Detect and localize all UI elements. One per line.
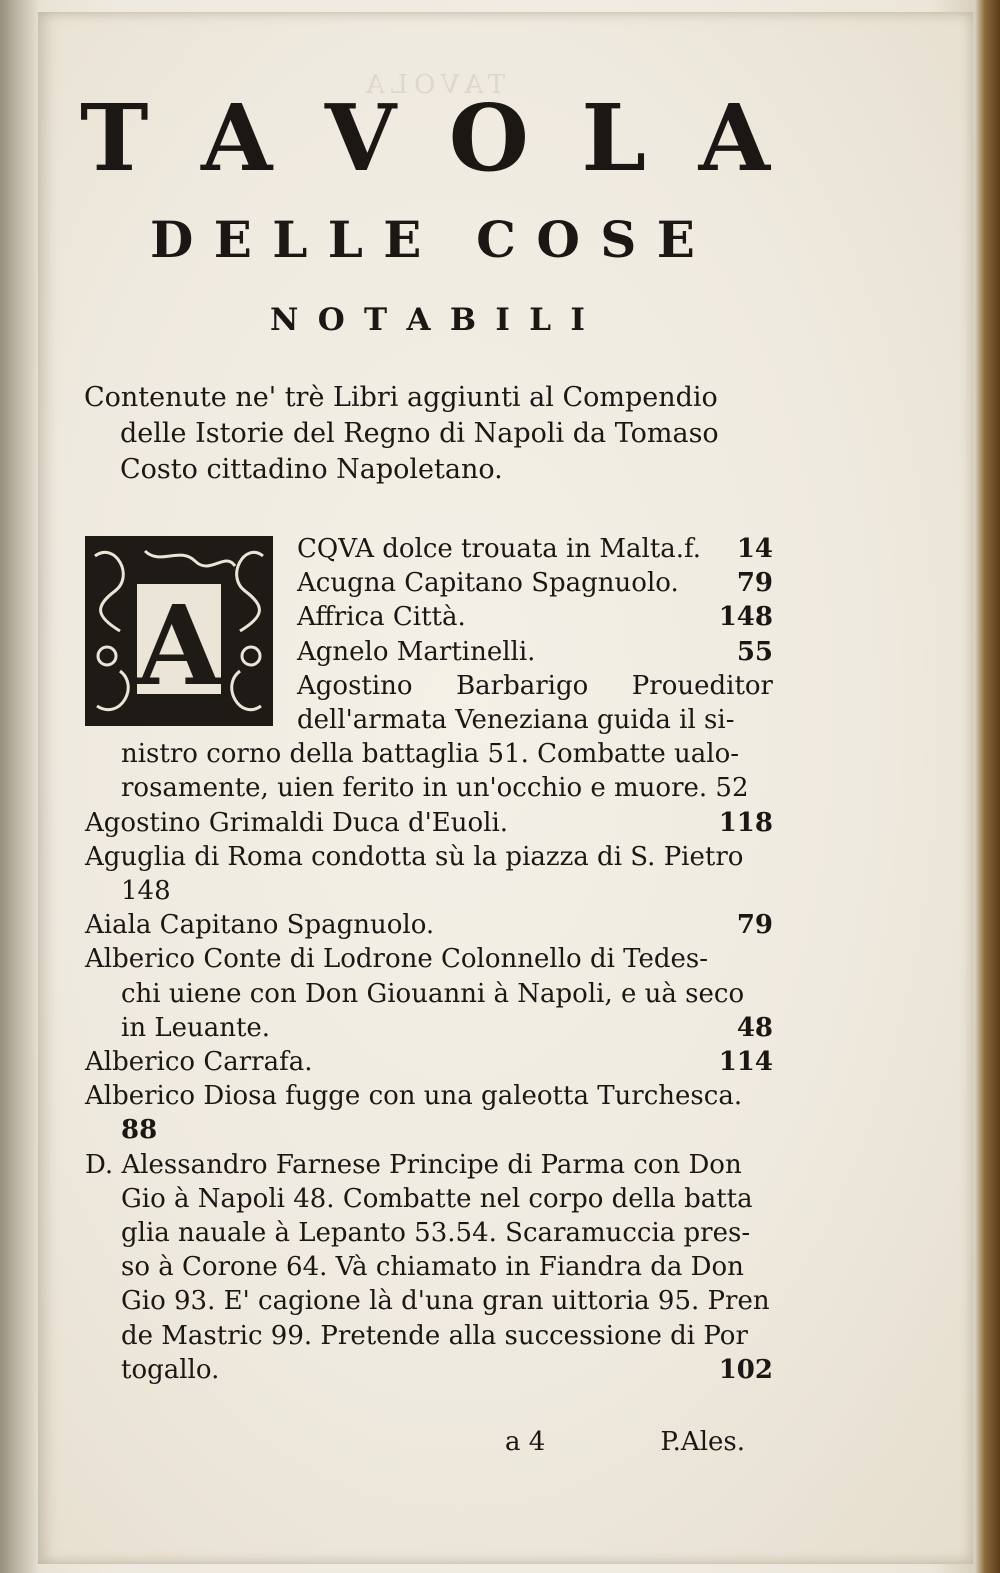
subtitle-line: delle Istorie del Regno di Napoli da Tomaso (120, 418, 719, 449)
entry-page: 79 (736, 910, 773, 941)
entry-continuation (85, 1113, 773, 1147)
index-entry (85, 600, 773, 634)
entry-text: Alberico Conte di Lodrone Colonnello di Tedes- (85, 944, 709, 975)
entry-text: Gio à Napoli 48. Combatte nel corpo della batta (121, 1183, 753, 1214)
entry-continuation: dell'armata Veneziana guida il si- (297, 705, 735, 736)
index-entry (85, 532, 773, 566)
index-entry (85, 942, 773, 976)
index-entries: CQVA dolce trouata in Malta.f. 14 Acugna Capitano Spagnuolo. 79 Affrica Città. 148 Agnelo Martinelli. 55 Agostino Barbarigo Proueditor dell'armata Veneziana guida il si- nistro corno della battaglia 51. Combatte ualo- rosamente, uien ferito in un'occhio e muore. 52 Agostino Grimaldi Duca d'Euoli. 118 Aguglia di Roma condotta sù la piazza di S. Pietro 148 Aiala Capitano Spagnuolo. 79 Alberico Conte di Lodrone Colonnello di Tedes- chi uiene con Don Giouanni à Napoli, e uà seco in Leuante. 48 Alberico Carrafa. 114 Alberico Diosa fugge con una galeotta Turchesca. 88 D. Alessandro Farnese Principe di Parma con Don Gio à Napoli 48. Combatte nel corpo della batta glia nauale à Lepanto 53.54. Scaramuccia pres- so à Corone 64. Và chiamato in Fiandra da Don Gio 93. E' cagione là d'una gran uittoria 95. Pren de Mastric 99. Pretende alla successione di Por 102 togallo. (85, 532, 773, 1387)
entry-text: 88 (121, 1115, 158, 1146)
catchword: P.Ales. (660, 1427, 745, 1457)
gutter-shadow (0, 0, 40, 1573)
entry-text: Gio 93. E' cagione là d'una gran uittoria 95. Pren (121, 1286, 770, 1317)
bleed-through-text: TAVOLA (360, 70, 506, 100)
signature-mark: a 4 (505, 1427, 546, 1457)
entry-page: 55 (736, 636, 773, 667)
entry-text: D. Alessandro Farnese Principe di Parma con Don (85, 1149, 742, 1180)
index-entry (85, 1079, 773, 1113)
index-entry (85, 635, 773, 669)
entry-text: Agnelo Martinelli. (297, 636, 536, 667)
entry-text: Aguglia di Roma condotta sù la piazza di S. Pietro (85, 841, 744, 872)
entry-continuation (85, 1011, 773, 1045)
entry-text: glia nauale à Lepanto 53.54. Scaramuccia pres- (121, 1218, 751, 1249)
entry-continuation (85, 1353, 773, 1387)
entry-continuation (85, 1182, 773, 1216)
entry-text: Alberico Carrafa. (85, 1047, 313, 1078)
entry-text: Agostino Grimaldi Duca d'Euoli. (85, 807, 509, 838)
entry-text: togallo. (121, 1354, 220, 1385)
entry-text: chi uiene con Don Giouanni à Napoli, e uà seco (121, 978, 745, 1009)
entry-continuation (85, 1284, 773, 1318)
subtitle (84, 380, 774, 488)
entry-continuation (85, 1250, 773, 1284)
index-entry (85, 1045, 773, 1079)
entry-text: de Mastric 99. Pretende alla successione di Por (121, 1320, 748, 1351)
entry-page: 114 (718, 1047, 773, 1078)
title-notabili: N O T A B I L I (270, 302, 585, 338)
entry-text: Affrica Città. (297, 602, 466, 633)
title-delle-cose: D E L L E C O S E (150, 210, 695, 269)
entry-continuation: nistro corno della battaglia 51. Combatte ualo- (121, 739, 740, 770)
entry-text: CQVA dolce trouata in Malta.f. (297, 534, 702, 564)
title-tavola: T A V O L A (80, 84, 770, 192)
entry-continuation (85, 874, 773, 908)
entry-continuation (85, 977, 773, 1011)
entry-continuation (85, 1319, 773, 1353)
index-entry (85, 840, 773, 874)
entry-text: Alberico Diosa fugge con una galeotta Turchesca. (85, 1081, 743, 1112)
index-entry-barbarigo: Agostino Barbarigo Proueditor (297, 670, 773, 701)
entry-text: 148 (121, 876, 171, 907)
entry-continuation (85, 1216, 773, 1250)
index-entry (85, 806, 773, 840)
entry-page: 14 (736, 534, 773, 564)
entry-page: 148 (718, 602, 773, 633)
entry-page: 118 (718, 807, 773, 838)
index-entry (85, 1148, 773, 1182)
page-footer (505, 1427, 745, 1457)
entry-page: 48 (736, 1012, 773, 1043)
index-entry (85, 566, 773, 600)
subtitle-line: Contenute ne' trè Libri aggiunti al Compendio (84, 382, 718, 413)
subtitle-line: Costo cittadino Napoletano. (120, 454, 503, 485)
initial-letter: A (136, 581, 222, 710)
entry-text: so à Corone 64. Và chiamato in Fiandra da Don (121, 1252, 744, 1283)
index-entry (85, 908, 773, 942)
entry-text: in Leuante. (121, 1012, 271, 1043)
entry-text: Acugna Capitano Spagnuolo. (297, 568, 679, 599)
entry-text: Aiala Capitano Spagnuolo. (85, 910, 435, 941)
entry-page: 79 (736, 568, 773, 599)
entry-continuation: rosamente, uien ferito in un'occhio e muore. 52 (121, 773, 749, 804)
